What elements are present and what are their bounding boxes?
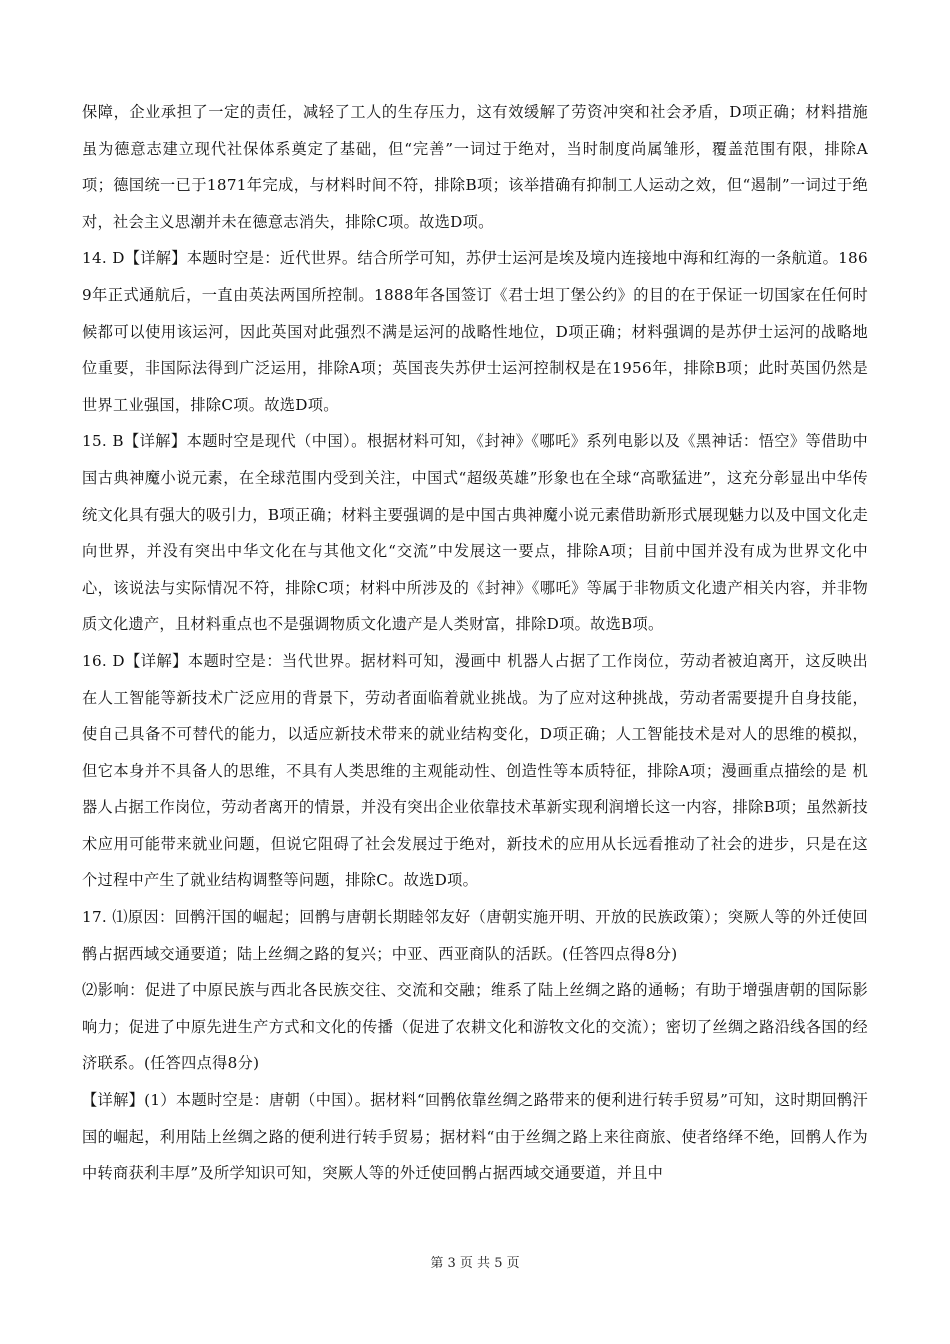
page-number-footer: 第 3 页 共 5 页 — [430, 1256, 520, 1271]
paragraph-answer-17-causes: 17. ⑴原因：回鹘汗国的崛起；回鹘与唐朝长期睦邻友好（唐朝实施开明、开放的民族政策）；突厥人等的外迁使回鹘占据西域交通要道；陆上丝绸之路的复兴；中亚、西亚商队的活跃。(任答四点得8分) — [82, 908, 868, 963]
paragraph-answer-14: 14. D【详解】本题时空是：近代世界。结合所学可知，苏伊士运河是埃及境内连接地中海和红海的一条航道。1869年正式通航后，一直由英法两国所控制。1888年各国签订《君士坦丁堡公约》的目的在于保证一切国家在任何时候都可以使用该运河，因此英国对此强烈不满是运河的战略性地位，D项正确；材料强调的是苏伊士运河的战略地位重要，非国际法得到广泛运用，排除A项；英国丧失苏伊士运河控制权是在1956年，排除B项；此时英国仍然是世界工业强国，排除C项。故选D项。 — [82, 249, 868, 414]
paragraph-answer-17-detail: 【详解】(1）本题时空是：唐朝（中国）。据材料“回鹘依靠丝绸之路带来的便利进行转手贸易”可知，这时期回鹘汗国的崛起，利用陆上丝绸之路的便利进行转手贸易；据材料“由于丝绸之路上来往商旅、使者络绎不绝，回鹘人作为中转商获利丰厚”及所学知识可知，突厥人等的外迁使回鹘占据西域交通要道，并且中 — [82, 1091, 868, 1183]
paragraph-answer-15: 15. B【详解】本题时空是现代（中国）。根据材料可知，《封神》《哪吒》系列电影以及《黑神话：悟空》等借助中国古典神魔小说元素，在全球范围内受到关注，中国式“超级英雄”形象也在全球“高歌猛进”，这充分彰显出中华传统文化具有强大的吸引力，B项正确；材料主要强调的是中国古典神魔小说元素借助新形式展现魅力以及中国文化走向世界，并没有突出中华文化在与其他文化“交流”中发展这一要点，排除A项；目前中国并没有成为世界文化中心，该说法与实际情况不符，排除C项；材料中所涉及的《封神》《哪吒》等属于非物质文化遗产相关内容，并非物质文化遗产，且材料重点也不是强调物质文化遗产是人类财富，排除D项。故选B项。 — [82, 432, 868, 634]
answer-explanations — [82, 94, 868, 1192]
paragraph-answer-17-impact: ⑵影响：促进了中原民族与西北各民族交往、交流和交融；维系了陆上丝绸之路的通畅；有助于增强唐朝的国际影响力；促进了中原先进生产方式和文化的传播（促进了农耕文化和游牧文化的交流）；密切了丝绸之路沿线各国的经济联系。(任答四点得8分) — [82, 981, 868, 1073]
paragraph-13-continuation: 保障，企业承担了一定的责任，减轻了工人的生存压力，这有效缓解了劳资冲突和社会矛盾，D项正确；材料措施虽为德意志建立现代社保体系奠定了基础，但“完善”一词过于绝对，当时制度尚属雏形，覆盖范围有限，排除A项；德国统一已于1871年完成，与材料时间不符，排除B项；该举措确有抑制工人运动之效，但“遏制”一词过于绝对，社会主义思潮并未在德意志消失，排除C项。故选D项。 — [82, 103, 868, 231]
paragraph-answer-16: 16. D【详解】本题时空是：当代世界。据材料可知，漫画中 机器人占据了工作岗位，劳动者被迫离开，这反映出在人工智能等新技术广泛应用的背景下，劳动者面临着就业挑战。为了应对这种挑战，劳动者需要提升自身技能，使自己具备不可替代的能力，以适应新技术带来的就业结构变化，D项正确；人工智能技术是对人的思维的模拟，但它本身并不具备人的思维，不具有人类思维的主观能动性、创造性等本质特征，排除A项；漫画重点描绘的是 机器人占据工作岗位，劳动者离开的情景，并没有突出企业依靠技术革新实现利润增长这一内容，排除B项；虽然新技术应用可能带来就业问题，但说它阻碍了社会发展过于绝对，新技术的应用从长远看推动了社会的进步，只是在这个过程中产生了就业结构调整等问题，排除C。故选D项。 — [82, 651, 868, 890]
